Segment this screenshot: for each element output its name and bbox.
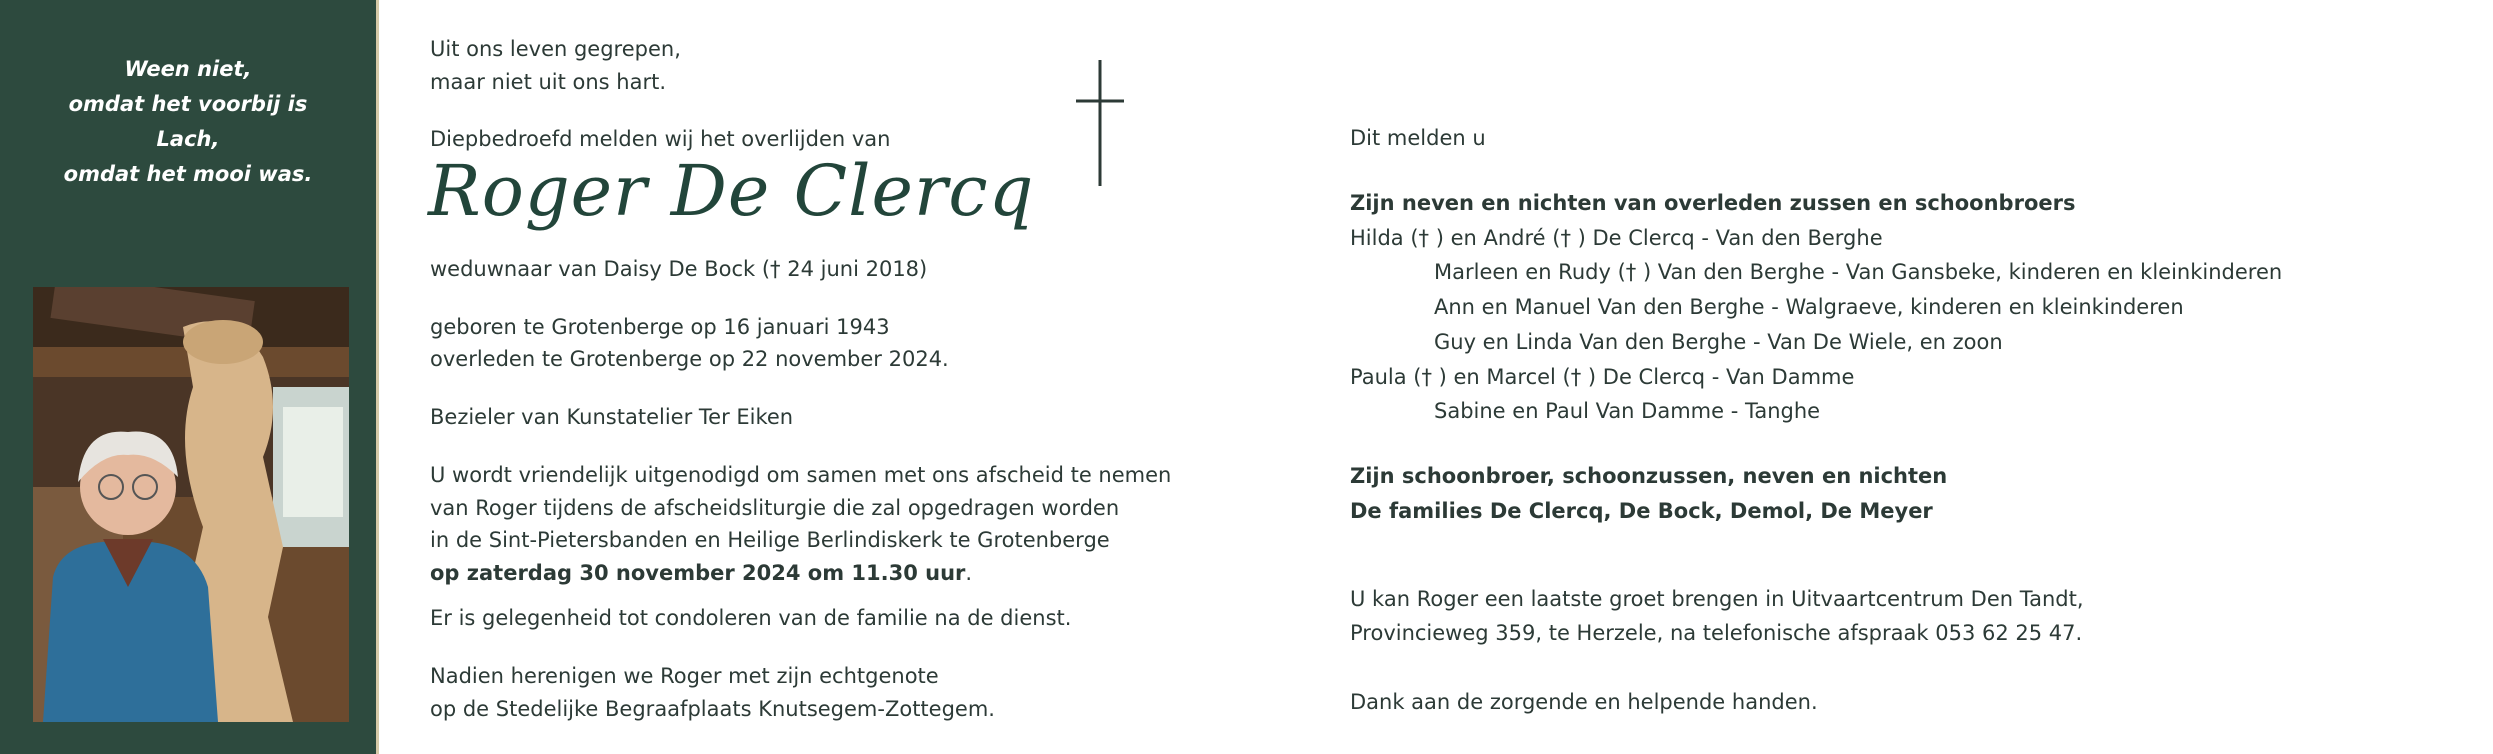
- family-line: Guy en Linda Van den Berghe - Van De Wiele, en zoon: [1434, 330, 2003, 354]
- burial-line: Nadien herenigen we Roger met zijn echtgenote: [430, 664, 939, 688]
- invite-line: in de Sint-Pietersbanden en Heilige Berlindiskerk te Grotenberge: [430, 528, 1110, 552]
- occupation-text: Bezieler van Kunstatelier Ter Eiken: [430, 405, 794, 429]
- notify-text: Dit melden u: [1350, 126, 1486, 150]
- invite-date: op zaterdag 30 november 2024 om 11.30 uur: [430, 561, 966, 585]
- family-line: Ann en Manuel Van den Berghe - Walgraeve, kinderen en kleinkinderen: [1434, 295, 2184, 319]
- family-line: Marleen en Rudy († ) Van den Berghe - Van Gansbeke, kinderen en kleinkinderen: [1434, 260, 2283, 284]
- quote: [0, 52, 376, 192]
- invite-line: U wordt vriendelijk uitgenodigd om samen met ons afscheid te nemen: [430, 463, 1172, 487]
- family-line: Sabine en Paul Van Damme - Tanghe: [1434, 399, 1821, 423]
- intro-line: maar niet uit ons hart.: [430, 70, 667, 94]
- family-heading: Zijn schoonbroer, schoonzussen, neven en nichten: [1350, 464, 1948, 488]
- family-heading: De families De Clercq, De Bock, Demol, De Meyer: [1350, 499, 1933, 523]
- widower-text: weduwnaar van Daisy De Bock († 24 juni 2018): [430, 257, 928, 281]
- quote-line: omdat het mooi was.: [63, 162, 313, 186]
- condolence-text: Er is gelegenheid tot condoleren van de familie na de dienst.: [430, 606, 1072, 630]
- portrait-photo: [33, 287, 349, 722]
- deceased-name: Roger De Clercq: [428, 150, 1035, 232]
- family-heading: Zijn neven en nichten van overleden zussen en schoonbroers: [1350, 191, 2076, 215]
- burial-line: op de Stedelijke Begraafplaats Knutsegem-Zottegem.: [430, 697, 995, 721]
- intro-line: Uit ons leven gegrepen,: [430, 37, 681, 61]
- thanks-text: Dank aan de zorgende en helpende handen.: [1350, 690, 1818, 714]
- family-line: Hilda († ) en André († ) De Clercq - Van den Berghe: [1350, 226, 1883, 250]
- invite-date-suffix: .: [965, 561, 973, 585]
- invite-line: van Roger tijdens de afscheidsliturgie die zal opgedragen worden: [430, 496, 1120, 520]
- visit-line: U kan Roger een laatste groet brengen in Uitvaartcentrum Den Tandt,: [1350, 587, 2084, 611]
- quote-line: Ween niet,: [124, 57, 252, 81]
- quote-line: Lach,: [156, 127, 220, 151]
- left-panel: [0, 0, 379, 754]
- death-text: overleden te Grotenberge op 22 november 2024.: [430, 347, 949, 371]
- invite-date-line: [430, 557, 972, 590]
- quote-line: omdat het voorbij is: [68, 92, 308, 116]
- announce-text: Diepbedroefd melden wij het overlijden van: [430, 127, 891, 151]
- cross-icon: [1074, 60, 1126, 188]
- birth-text: geboren te Grotenberge op 16 januari 1943: [430, 315, 890, 339]
- family-line: Paula († ) en Marcel († ) De Clercq - Van Damme: [1350, 365, 1855, 389]
- visit-line: Provincieweg 359, te Herzele, na telefonische afspraak 053 62 25 47.: [1350, 621, 2083, 645]
